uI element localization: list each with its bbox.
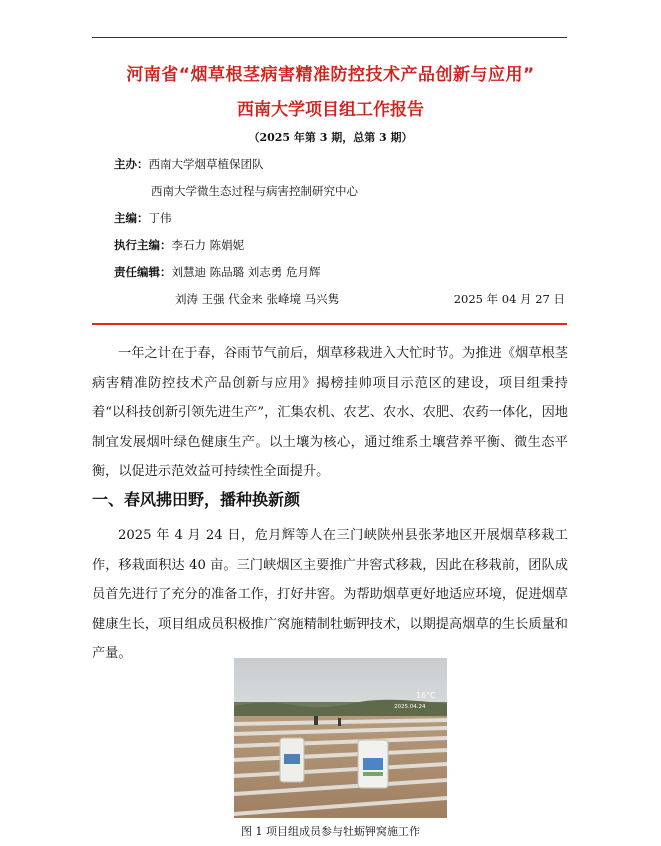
field-photo <box>234 658 447 818</box>
editor-name: 丁伟 <box>148 211 172 225</box>
report-title-line2: 西南大学项目组工作报告 <box>237 100 424 120</box>
field-photo-image <box>234 658 447 818</box>
host-secondary: 西南大学微生态过程与病害控制研究中心 <box>151 184 358 198</box>
intro-paragraph <box>92 339 568 487</box>
report-date: 2025 年 04 月 27 日 <box>453 292 565 306</box>
host-label: 主办： <box>114 157 149 171</box>
section-1-text: 2025 年 4 月 24 日，危月辉等人在三门峡陕州县张茅地区开展烟草移栽工作，移栽面积达 40 亩。三门峡烟区主要推广井窖式移栽，因此在移栽前，团队成员首先进行了充分的准备工作，打好井窖。为帮助烟草更好地适应环境，促进烟草健康生长，项目组成员积极推广窝施精制牡蛎钾技术，以期提高烟草的生长质量和产量。 <box>92 528 568 661</box>
report-title-line1: 河南省“烟草根茎病害精准防控技术产品创新与应用” <box>126 65 535 85</box>
top-divider <box>92 37 567 38</box>
figure-caption: 图 1 项目组成员参与牡蛎钾窝施工作 <box>241 825 420 838</box>
fertilizer-bag-right <box>358 740 388 788</box>
intro-text: 一年之计在于春，谷雨节气前后，烟草移栽进入大忙时节。为推进《烟草根茎病害精准防控技术产品创新与应用》揭榜挂帅项目示范区的建设，项目组秉持着“以科技创新引领先进生产”，汇集农机、农艺、农水、农肥、农药一体化，因地制宜发展烟叶绿色健康生产。以土壤为核心，通过维系土壤营养平衡、微生态平衡，以促进示范效益可持续性全面提升。 <box>92 346 568 479</box>
executive-editor-label: 执行主编： <box>114 238 172 252</box>
red-divider <box>92 323 567 325</box>
responsible-editor-row <box>114 264 320 280</box>
editor-label: 主编： <box>114 211 149 225</box>
responsible-editor-label: 责任编辑： <box>114 265 172 279</box>
host-primary: 西南大学烟草植保团队 <box>148 157 264 171</box>
host-row <box>114 156 264 172</box>
photo-timestamp: 2025.04.24 <box>394 704 426 710</box>
executive-editor-names: 李石力 陈娟妮 <box>171 238 245 252</box>
issue-number: （2025 年第 3 期，总第 3 期） <box>248 131 413 144</box>
fertilizer-bag-left <box>280 738 304 782</box>
executive-editor-row <box>114 237 244 253</box>
editor-row <box>114 210 172 226</box>
responsible-editor-names-2: 刘涛 王强 代金来 张峰境 马兴隽 <box>175 292 340 306</box>
responsible-editor-names-1: 刘慧迪 陈品璐 刘志勇 危月辉 <box>171 265 321 279</box>
section-1-heading: 一、春风拂田野，播种换新颜 <box>92 490 301 509</box>
section-1-paragraph <box>92 521 568 669</box>
photo-temperature: 16°C <box>416 691 436 700</box>
